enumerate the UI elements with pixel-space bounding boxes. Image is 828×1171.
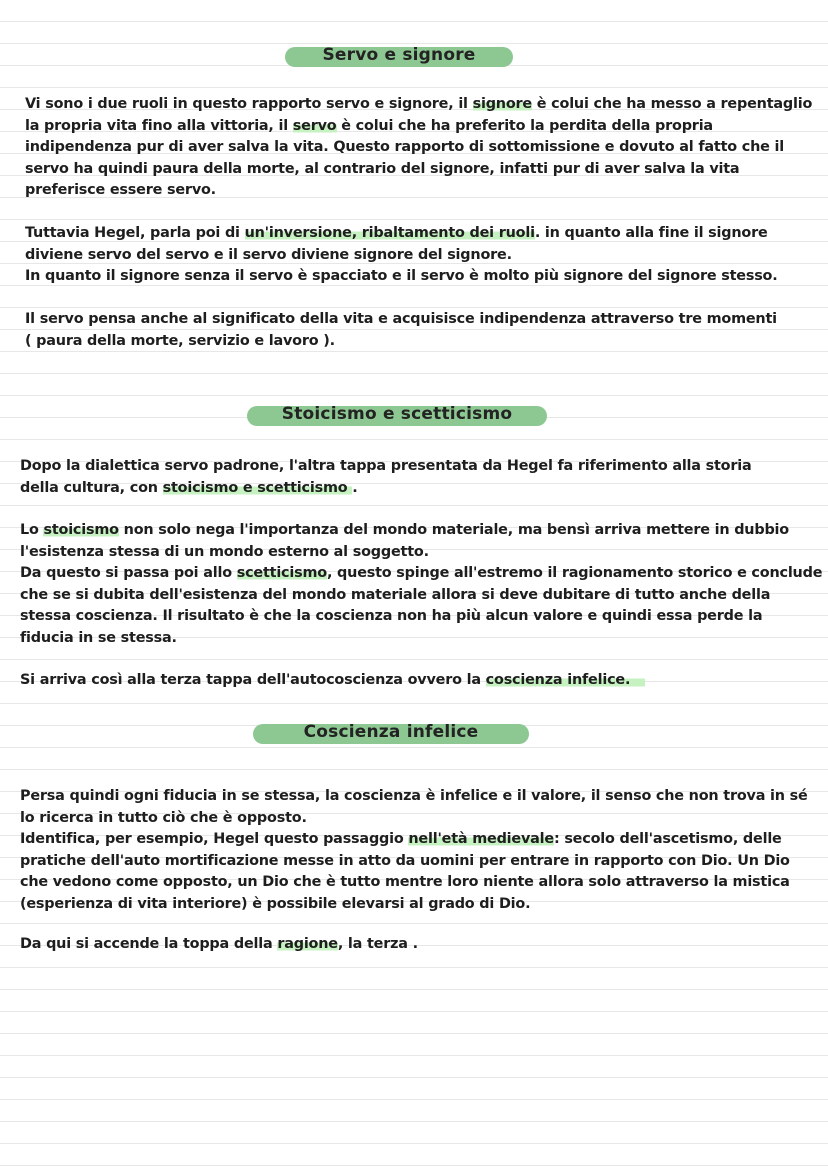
- paragraph-ragione: [20, 934, 418, 956]
- highlight: coscienza infelice.: [486, 672, 645, 688]
- section-heading-coscienza-infelice: [253, 724, 529, 744]
- text-line: fiducia in se stessa.: [20, 629, 177, 646]
- text-line: la propria vita fino alla vittoria, il servo è colui che ha preferito la perdita della propria: [25, 117, 713, 134]
- highlight: scetticismo: [236, 565, 327, 581]
- section-heading-stoicismo-scetticismo: [247, 406, 547, 426]
- highlight: stoicismo e scetticismo: [163, 480, 353, 496]
- section-title: Stoicismo e scetticismo: [281, 404, 513, 424]
- text-line: Il servo pensa anche al significato della vita e acquisisce indipendenza attraverso tre momenti: [25, 311, 777, 327]
- text-line: preferisce essere servo.: [25, 182, 216, 198]
- section-title: Coscienza infelice: [303, 722, 479, 742]
- paragraph-servo-signore-roles: [25, 94, 812, 202]
- paragraph-terza-tappa: [20, 670, 645, 692]
- text-line: Si arriva così alla terza tappa dell'autocoscienza ovvero la coscienza infelice.: [20, 670, 645, 692]
- text-line: pratiche dell'auto mortificazione messe in atto da uomini per entrare in rapporto con Dio. Un Dio: [20, 852, 790, 869]
- text-line: Persa quindi ogni fiducia in se stessa, la coscienza è infelice e il valore, il senso che non trova in sé: [20, 788, 808, 804]
- text-line: Da questo si passa poi allo scetticismo, questo spinge all'estremo il ragionamento storico e conclude: [20, 565, 823, 581]
- text-line: (esperienza di vita interiore) è possibile elevarsi al grado di Dio.: [20, 895, 531, 912]
- text-line: Identifica, per esempio, Hegel questo passaggio nell'età medievale: secolo dell'ascetismo, delle: [20, 831, 782, 847]
- text-line: Tuttavia Hegel, parla poi di un'inversione, ribaltamento dei ruoli. in quanto alla fine il signore: [25, 225, 768, 241]
- text-line: In quanto il signore senza il servo è spacciato e il servo è molto più signore del signore stesso.: [25, 268, 778, 284]
- text-line: ( paura della morte, servizio e lavoro ).: [25, 332, 335, 349]
- paragraph-tre-momenti: [25, 309, 777, 352]
- text-line: Dopo la dialettica servo padrone, l'altra tappa presentata da Hegel fa riferimento alla storia: [20, 458, 752, 474]
- text-line: Da qui si accende la toppa della ragione, la terza .: [20, 936, 418, 952]
- paragraph-coscienza-infelice: [20, 786, 808, 915]
- text-line: stessa coscienza. Il risultato è che la coscienza non ha più alcun valore e quindi essa perde la: [20, 608, 763, 624]
- text-line: Lo stoicismo non solo nega l'importanza del mondo materiale, ma bensì arriva mettere in dubbio: [20, 522, 789, 538]
- paragraph-dialettica: [20, 456, 752, 499]
- text-line: che se si dubita dell'esistenza del mondo materiale allora si deve dubitare di tutto anche della: [20, 586, 771, 603]
- highlight: ragione: [277, 936, 338, 952]
- text-line: servo ha quindi paura della morte, al contrario del signore, infatti pur di aver salva la vita: [25, 160, 740, 177]
- paragraph-inversione: [25, 223, 778, 288]
- text-line: della cultura, con stoicismo e scetticismo .: [20, 479, 358, 496]
- highlight: un'inversione, ribaltamento dei ruoli: [244, 225, 535, 241]
- section-title: Servo e signore: [322, 45, 476, 65]
- text-line: Vi sono i due ruoli in questo rapporto servo e signore, il signore è colui che ha messo a repentaglio: [25, 96, 813, 112]
- text-line: lo ricerca in tutto ciò che è opposto.: [20, 809, 307, 826]
- highlight: stoicismo: [43, 522, 119, 538]
- text-line: indipendenza pur di aver salva la vita. Questo rapporto di sottomissione e dovuto al fatto che il: [25, 139, 784, 155]
- text-line: l'esistenza stessa di un mondo esterno al soggetto.: [20, 543, 429, 560]
- highlight: nell'età medievale: [408, 831, 554, 847]
- text-line: diviene servo del servo e il servo diviene signore del signore.: [25, 246, 512, 263]
- paragraph-stoicismo: [20, 520, 822, 649]
- text-line: che vedono come opposto, un Dio che è tutto mentre loro niente allora solo attraverso la mistica: [20, 874, 790, 890]
- highlight: signore: [472, 96, 532, 112]
- section-heading-servo-e-signore: [285, 47, 513, 67]
- highlight: servo: [292, 117, 337, 134]
